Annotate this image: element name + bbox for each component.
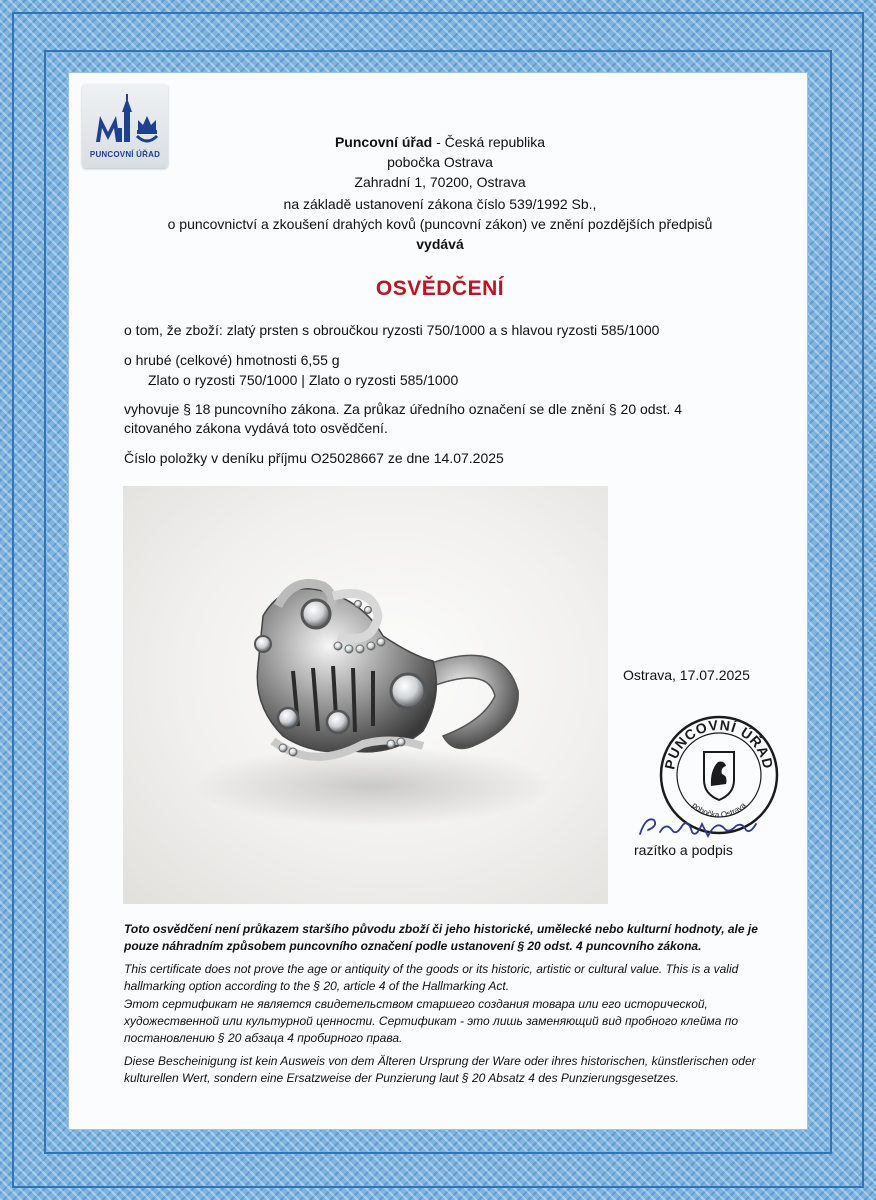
disclaimer-german: Diese Bescheinigung ist kein Ausweis von dem Älteren Ursprung der Ware oder ihres historischen, künstlerischen oder kulturellen Wert, sondern eine Ersatzweise der Punzierung laut § 20 Absatz 4 des Punzierungsgesetzes. — [124, 1054, 756, 1085]
disclaimer-czech: Toto osvědčení není průkazem staršího původu zboží či jeho historické, umělecké nebo kulturní hodnoty, ale je pouze náhradním způsobem puncovního označení podle ustanovení § 20 odst. 4 puncovního zákona. — [124, 922, 758, 953]
compliance-line1: vyhovuje § 18 puncovního zákona. Za průkaz úředního označení se dle znění § 20 odst. 4 — [124, 401, 683, 417]
office-country: - Česká republika — [432, 134, 546, 150]
office-name: Puncovní úřad — [334, 134, 433, 150]
fineness-detail: Zlato o ryzosti 750/1000 | Zlato o ryzosti 585/1000 — [148, 372, 459, 388]
compliance-line2: citovaného zákona vydává toto osvědčení. — [124, 420, 388, 436]
register-number: Číslo položky v deníku příjmu O25028667 ze dne 14.07.2025 — [124, 450, 504, 466]
issues-label: vydává — [416, 236, 464, 252]
legal-basis-line1: na základě ustanovení zákona číslo 539/1992 Sb., — [283, 196, 597, 212]
branch-address: Zahradní 1, 70200, Ostrava — [354, 174, 526, 190]
place-and-date: Ostrava, 17.07.2025 — [623, 667, 750, 683]
legal-basis-line2: o puncovnictví a zkoušení drahých kovů (puncovní zákon) ve znění pozdějších předpisů — [167, 216, 713, 232]
lion-icon — [711, 762, 727, 787]
ring-photo — [123, 486, 608, 904]
stamp-bottom-text: pobočka Ostrava — [690, 800, 748, 820]
disclaimer-russian: Этот сертификат не является свидетельством старшего создания товара или его исторической, художественной или культурной ценности. Сертификат - это лишь заменяющий вид пробного клейма по постановлению § 20 абзаца 4 пробирного права. — [124, 997, 739, 1045]
goods-description: o tom, že zboží: zlatý prsten s obroučkou ryzosti 750/1000 a s hlavou ryzosti 585/1000 — [124, 322, 660, 338]
gross-weight: o hrubé (celkové) hmotnosti 6,55 g — [124, 352, 340, 368]
issuer-header — [130, 132, 750, 254]
stamp-signature-label: razítko a podpis — [634, 842, 733, 858]
certificate-title: OSVĚDČENÍ — [375, 277, 505, 300]
handwritten-signature — [636, 808, 760, 844]
disclaimer-english: This certificate does not prove the age or antiquity of the goods or its historic, artistic or cultural value. This is a valid hallmarking option according to the § 20, article 4 of the Hallmarking Act. — [124, 962, 739, 993]
branch-name: pobočka Ostrava — [387, 154, 493, 170]
stamp-top-text: PUNCOVNÍ ÚŘAD — [661, 716, 777, 771]
issuer-office — [130, 132, 750, 152]
logo-caption: PUNCOVNÍ ÚŘAD — [89, 150, 161, 159]
